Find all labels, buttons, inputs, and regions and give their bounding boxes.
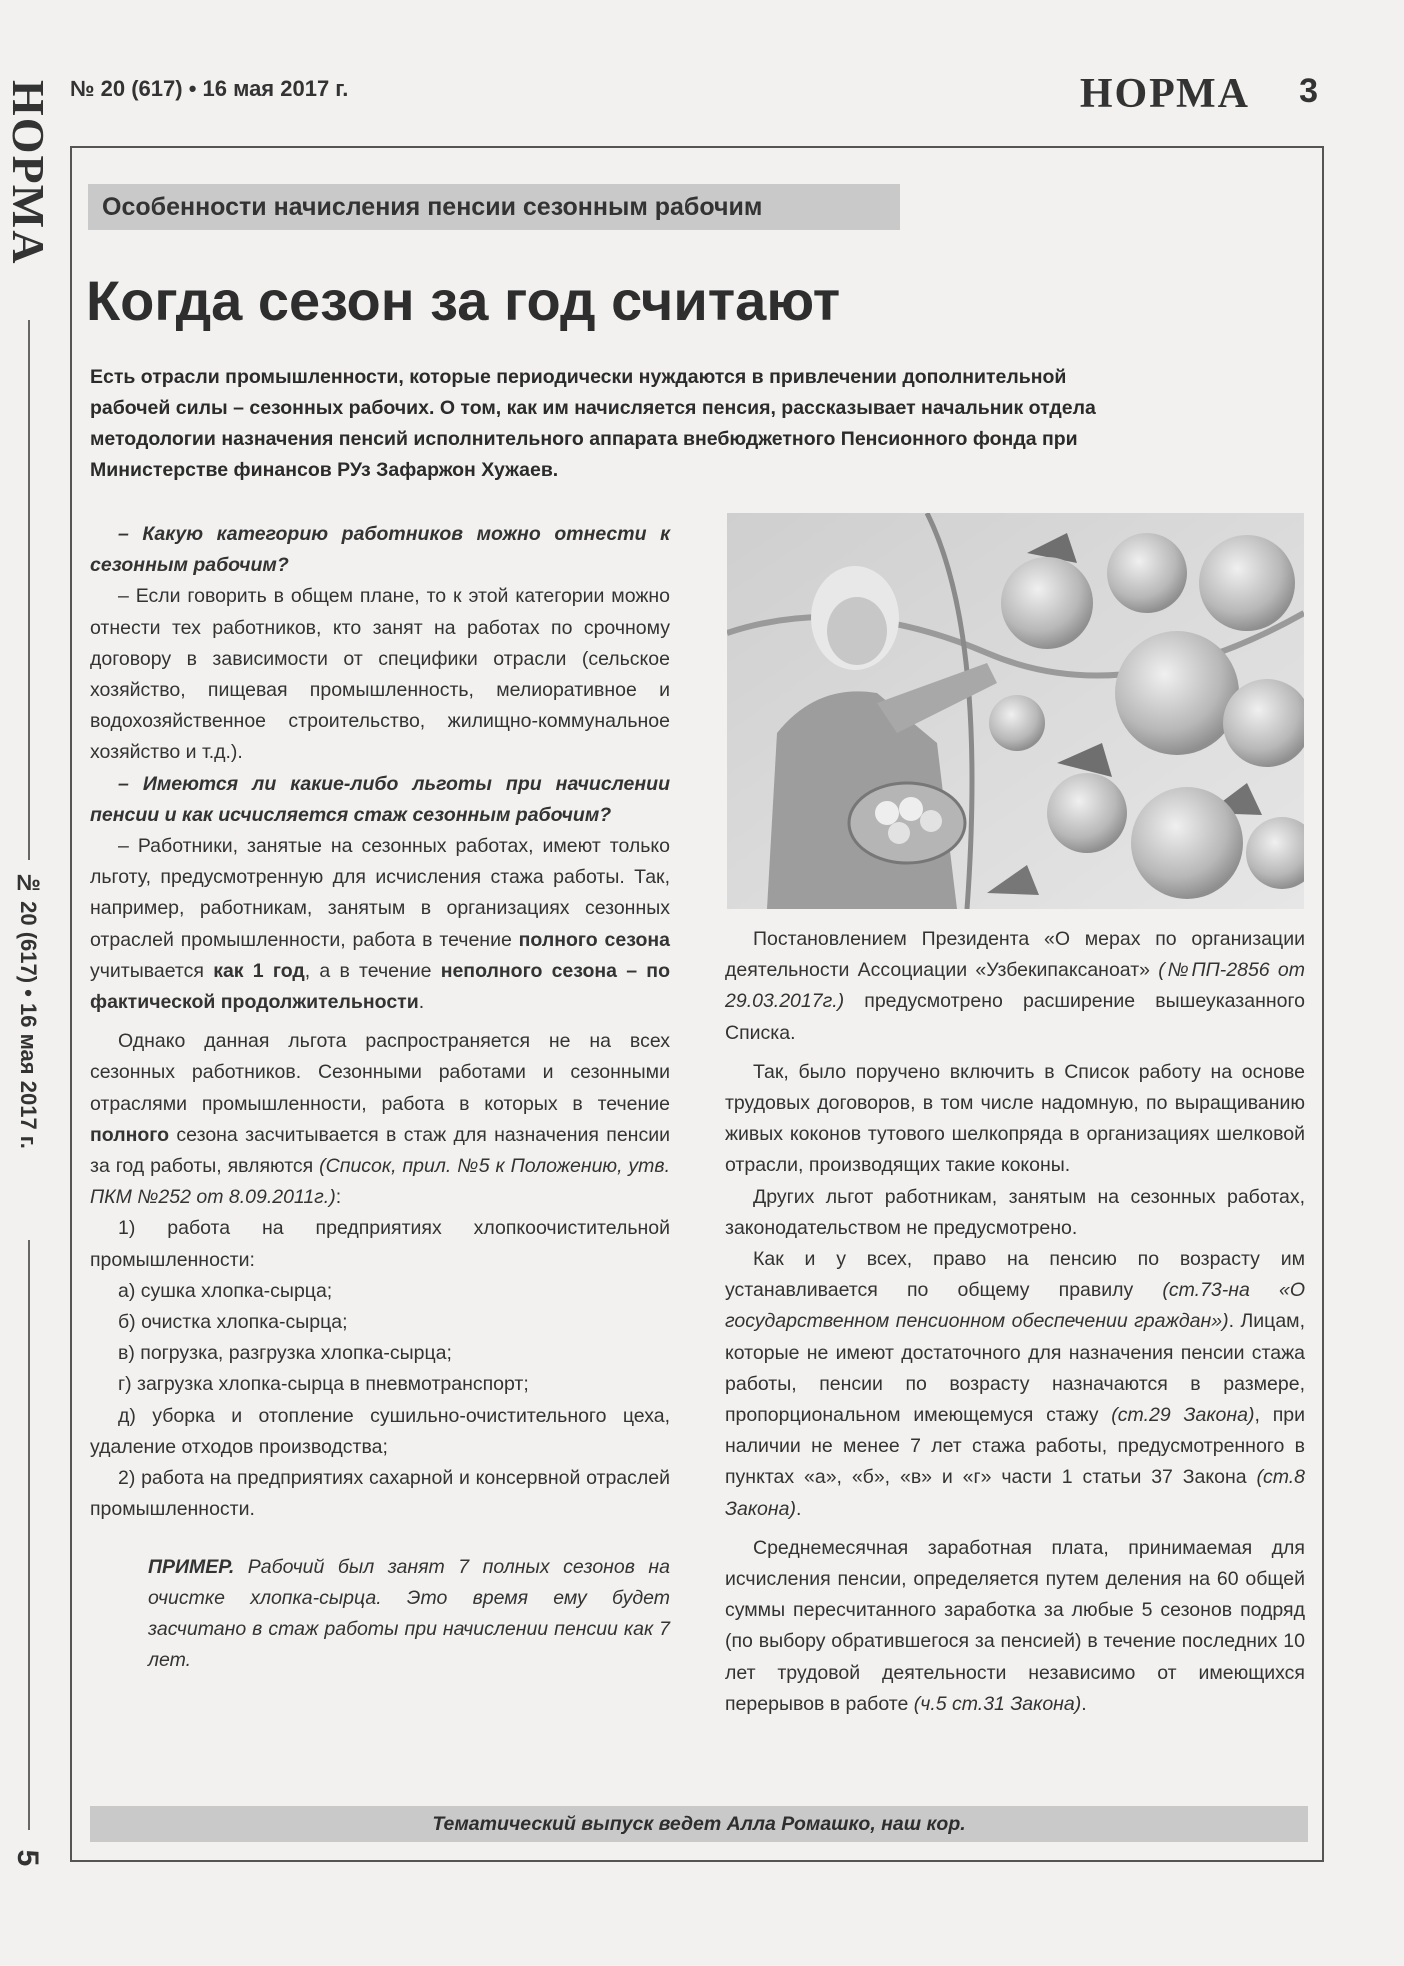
list-item: б) очистка хлопка-сырца;: [118, 1311, 348, 1334]
author-credit: Тематический выпуск ведет Алла Ромашко, наш кор.: [90, 1806, 1308, 1842]
bold-run: неполного сезона – по фактической продолжительности: [90, 959, 671, 1014]
bold-run: как 1 год: [213, 959, 305, 982]
text-run: :: [335, 1186, 342, 1209]
citation: (№ПП-2856 от 29.03.2017г.): [725, 959, 1305, 1013]
answer-2: [90, 831, 670, 1018]
citation: (ч.5 ст.31 Закона): [913, 1692, 1082, 1715]
text-run: Постановлением Президента «О мерах по организации деятельности Ассоциации «Узбекипаксаноат»: [725, 928, 1305, 982]
list-item: 2) работа на предприятиях сахарной и консервной отраслей промышленности.: [90, 1467, 670, 1521]
paragraph-r1: [725, 924, 1305, 1049]
sidebar-rule: [28, 1240, 30, 1830]
paragraph-r3: Других льгот работникам, занятым на сезонных работах, законодательством не предусмотрено.: [725, 1185, 1305, 1239]
newspaper-title: НОРМА: [1079, 71, 1250, 117]
list-item: в) погрузка, разгрузка хлопка-сырца;: [118, 1342, 452, 1365]
left-column: [90, 519, 670, 1676]
sidebar-logo: НОРМА: [3, 80, 54, 266]
paragraph-r2: Так, было поручено включить в Список работу на основе трудовых договоров, в том числе надомную, по выращиванию живых коконов тутового шелкопряда в организациях шелковой отрасли, производящих такие коконы.: [725, 1060, 1305, 1177]
text-run: , при наличии не менее 7 лет стажа работы, предусмотренного в пунктах «а», «б», «в» и «г» части 1 статьи 37 Закона: [725, 1404, 1305, 1489]
example-text: Рабочий был занят 7 полных сезонов на очистке хлопка-сырца. Это время ему будет засчитано в стаж работы при начислении пенсии как 7 лет.: [148, 1555, 670, 1672]
article-photo: [727, 513, 1304, 909]
list-item: 1) работа на предприятиях хлопкоочистительной промышленности:: [90, 1217, 670, 1271]
issue-date: № 20 (617) • 16 мая 2017 г.: [70, 76, 349, 101]
text-run: .: [1081, 1692, 1087, 1715]
article-headline: Когда сезон за год считают: [86, 269, 841, 332]
text-run: учитывается: [90, 959, 214, 982]
text-run: Однако данная льгота распространяется не на всех сезонных работников. Сезонными работами и сезонными отраслями промышленности, работа в которых в течение: [90, 1030, 670, 1115]
text-run: . Лицам, которые не имеют достаточного для назначения пенсии стажа работы, пенсии по возрасту назначаются в размере, пропорциональном имеющемуся стажу: [725, 1310, 1305, 1427]
answer-1: – Если говорить в общем плане, то к этой категории можно отнести тех работников, кто занят на работах по срочному договору в зависимости от специфики отрасли (сельское хозяйство, пищевая промышленность, мелиоративное и водохозяйственное строительство, жилищно-коммунальное хозяйство и т.д.).: [90, 585, 670, 764]
list-item: а) сушка хлопка-сырца;: [118, 1279, 333, 1302]
photo-illustration: [727, 513, 1304, 909]
sidebar-issue: № 20 (617) • 16 мая 2017 г.: [16, 870, 41, 1149]
text-run: предусмотрено расширение вышеуказанного Списка.: [725, 990, 1305, 1044]
article-lead: Есть отрасли промышленности, которые периодически нуждаются в привлечении дополнительной рабочей силы – сезонных рабочих. О том, как им начисляется пенсия, рассказывает начальник отдела методологии назначения пенсий исполнительного аппарата внебюджетного Пенсионного фонда при Министерстве финансов РУз Зафаржон Хужаев.: [90, 366, 1096, 481]
question-1: – Какую категорию работников можно отнести к сезонным рабочим?: [90, 523, 670, 577]
text-run: .: [418, 991, 425, 1014]
bold-run: полного сезона: [518, 928, 670, 951]
page-header: [70, 70, 1330, 120]
example-block: [90, 1552, 670, 1677]
page-number: 3: [1299, 72, 1318, 110]
question-2: – Имеются ли какие-либо льготы при начислении пенсии и как исчисляется стаж сезонным рабочим?: [90, 772, 670, 826]
citation: (ст.29 Закона): [1111, 1404, 1255, 1427]
list-item: д) уборка и отопление сушильно-очистительного цеха, удаление отходов производства;: [90, 1404, 670, 1458]
text-run: Как и у всех, право на пенсию по возрасту им устанавливается по общему правилу: [725, 1248, 1305, 1302]
paragraph-r4: [725, 1244, 1305, 1525]
text-run: Среднемесячная заработная плата, принимаемая для исчисления пенсии, определяется путем деления на 60 общей суммы пересчитанного заработка за любые 5 сезонов подряд (по выбору обратившегося за пенсией) в течение последних 10 лет трудовой деятельности независимо от имеющихся перерывов в работе: [725, 1536, 1305, 1715]
citation: (ст.8 Закона): [725, 1466, 1305, 1520]
text-run: – Работники, занятые на сезонных работах, имеют только льготу, предусмотренную для исчисления стажа работы. Так, например, работникам, занятым в организациях сезонных отраслей промышленности, работа в течение: [90, 835, 670, 951]
text-run: сезона засчитывается в стаж для назначения пенсии за год работы, являются: [90, 1123, 670, 1178]
article-kicker: Особенности начисления пенсии сезонным рабочим: [88, 184, 900, 230]
paragraph-r5: [725, 1533, 1305, 1720]
list-item: г) загрузка хлопка-сырца в пневмотранспорт;: [118, 1373, 529, 1396]
example-label: ПРИМЕР.: [148, 1555, 235, 1578]
citation: (ст.73-на «О государственном пенсионном обеспечении граждан»): [725, 1279, 1305, 1333]
text-run: .: [795, 1497, 802, 1520]
right-column: [725, 924, 1305, 1720]
citation: (Список, прил. №5 к Положению, утв. ПКМ №252 от 8.09.2011г.): [90, 1155, 671, 1209]
sidebar-rule: [28, 320, 30, 860]
paragraph-3: [90, 1026, 670, 1213]
page-sidebar: [0, 0, 58, 1966]
bold-run: полного: [90, 1123, 170, 1146]
text-run: , а в течение: [304, 959, 441, 982]
sidebar-page-number: 5: [11, 1849, 44, 1867]
